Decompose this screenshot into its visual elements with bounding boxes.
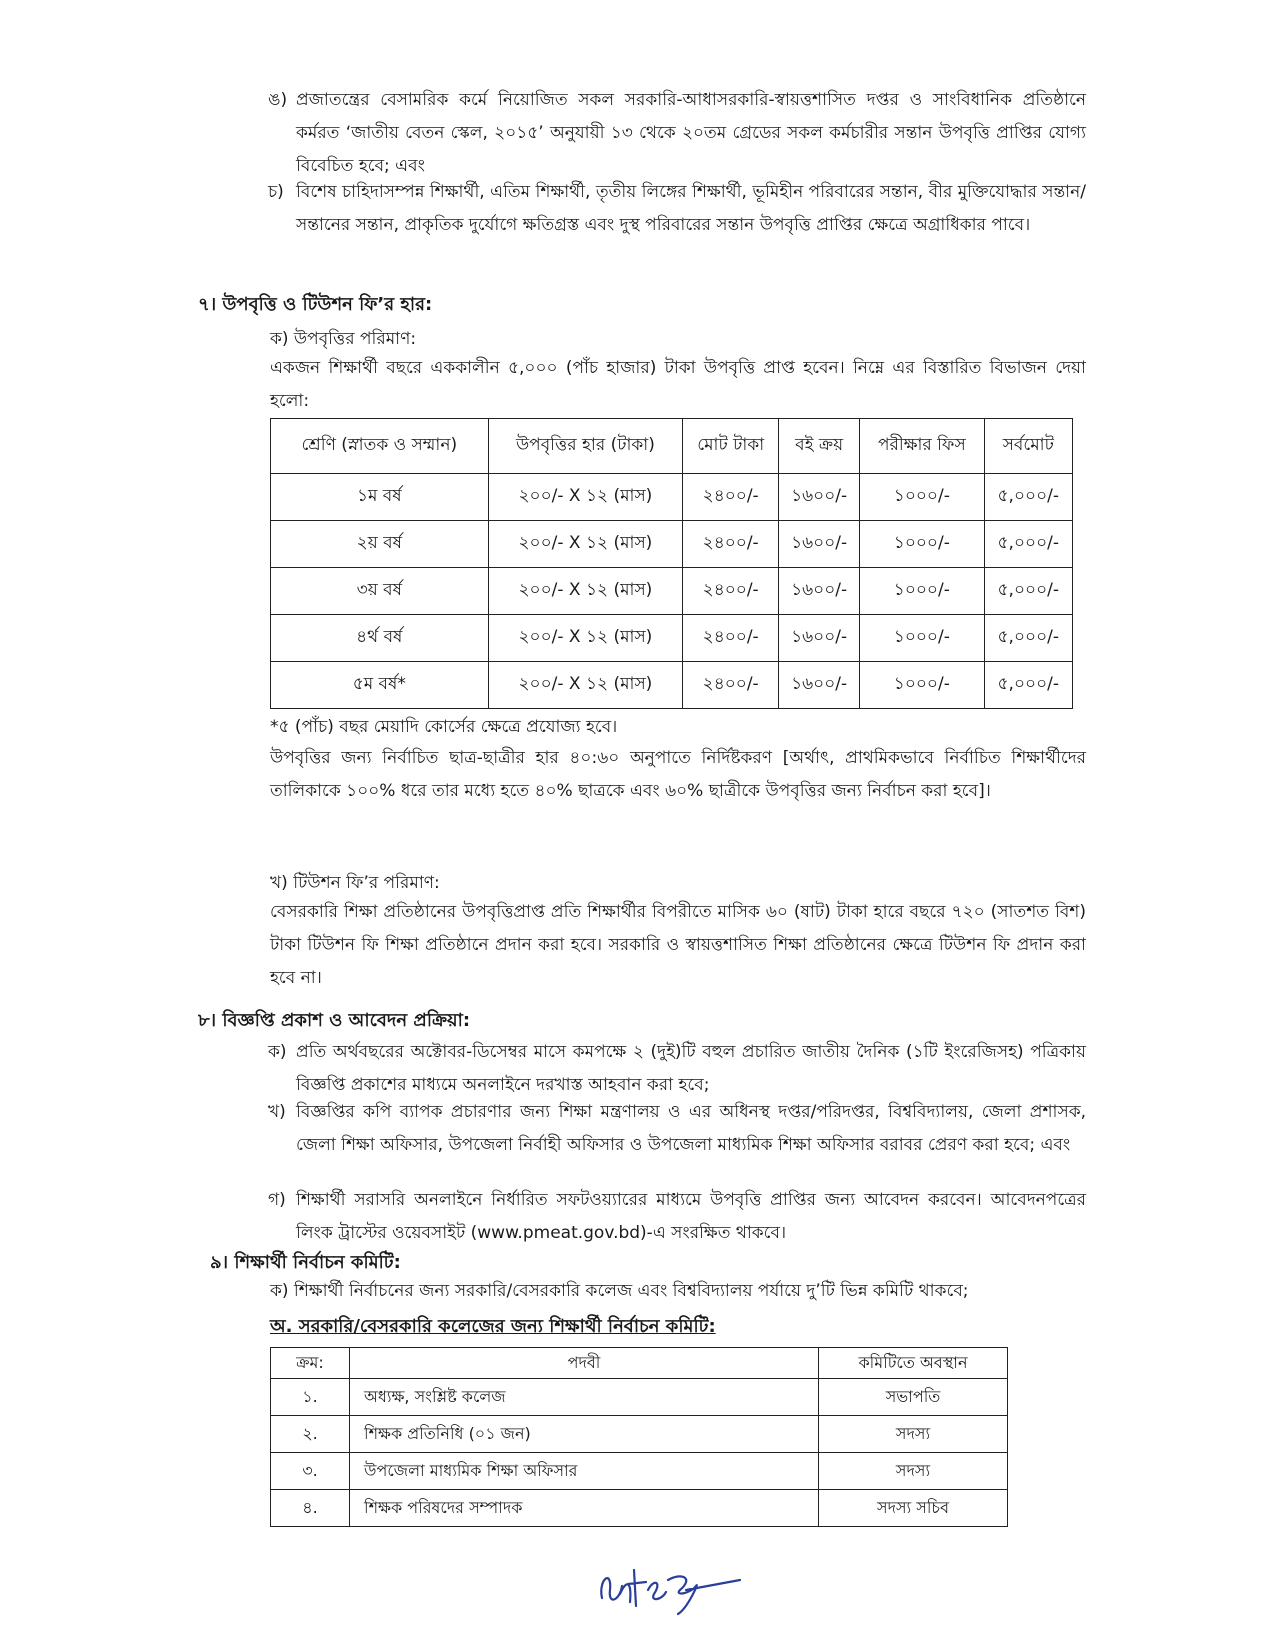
header-designation: পদবী xyxy=(350,1348,819,1379)
item-marker: খ) xyxy=(268,1102,286,1122)
cell-rate: ২০০/- X ১২ (মাস) xyxy=(488,568,683,615)
section-9-heading: ৯। শিক্ষার্থী নির্বাচন কমিটি: xyxy=(210,1252,401,1273)
cell-serial: ২. xyxy=(271,1416,350,1453)
tuition-fee-paragraph: বেসরকারি শিক্ষা প্রতিষ্ঠানের উপবৃত্তিপ্রাপ্ত প্রতি শিক্ষার্থীর বিপরীতে মাসিক ৬০ (ষাট) টাকা হারে বছরে ৭২০ (সাতশত বিশ) টাকা টিউশন ফি শিক্ষা প্রতিষ্ঠানে প্রদান করা হবে। সরকারি ও স্বায়ত্তশাসিত শিক্ষা প্রতিষ্ঠানের ক্ষেত্রে টিউশন ফি প্রদান করা হবে না। xyxy=(270,902,1086,988)
cell-rate: ২০০/- X ১২ (মাস) xyxy=(488,662,683,709)
cell-exam: ১০০০/- xyxy=(860,521,984,568)
handwritten-signature xyxy=(590,1550,750,1620)
table-row xyxy=(271,1416,1008,1453)
cell-total: ২৪০০/- xyxy=(683,568,779,615)
table-footnote: *৫ (পাঁচ) বছর মেয়াদি কোর্সের ক্ষেত্রে প্রযোজ্য হবে। xyxy=(270,717,618,737)
cell-serial: ১. xyxy=(271,1379,350,1416)
tuition-fee-label: খ) টিউশন ফি’র পরিমাণ: xyxy=(270,873,440,893)
header-position: কমিটিতে অবস্থান xyxy=(819,1348,1008,1379)
cell-class: ৪র্থ বর্ষ xyxy=(271,615,489,662)
eligibility-item-uo xyxy=(268,84,1086,183)
committee-table xyxy=(270,1347,1008,1527)
cell-position: সদস্য xyxy=(819,1453,1008,1490)
cell-total: ২৪০০/- xyxy=(683,662,779,709)
committee-title: অ. সরকারি/বেসরকারি কলেজের জন্য শিক্ষার্থী নির্বাচন কমিটি: xyxy=(270,1316,716,1337)
cell-exam: ১০০০/- xyxy=(860,662,984,709)
header-book-purchase: বই ক্রয় xyxy=(779,419,860,474)
cell-position: সভাপতি xyxy=(819,1379,1008,1416)
cell-book: ১৬০০/- xyxy=(779,615,860,662)
committee-table-header xyxy=(271,1348,1008,1379)
cell-book: ১৬০০/- xyxy=(779,474,860,521)
table-row xyxy=(271,1453,1008,1490)
cell-exam: ১০০০/- xyxy=(860,568,984,615)
cell-class: ২য় বর্ষ xyxy=(271,521,489,568)
stipend-intro: একজন শিক্ষার্থী বছরে এককালীন ৫,০০০ (পাঁচ হাজার) টাকা উপবৃত্তি প্রাপ্ত হবেন। নিম্নে এর বিস্তারিত বিভাজন দেয়া হলো: xyxy=(270,358,1086,411)
item-marker: ঙ) xyxy=(268,90,288,110)
cell-grand: ৫,০০০/- xyxy=(984,568,1072,615)
cell-designation: অধ্যক্ষ, সংশ্লিষ্ট কলেজ xyxy=(350,1379,819,1416)
item-text: বিশেষ চাহিদাসম্পন্ন শিক্ষার্থী, এতিম শিক্ষার্থী, তৃতীয় লিঙ্গের শিক্ষার্থী, ভূমিহীন পরিবারের সন্তান, বীর মুক্তিযোদ্ধার সন্তান/সন্তানের সন্তান, প্রাকৃতিক দুর্যোগে ক্ষতিগ্রস্ত এবং দুস্থ পরিবারের সন্তান উপবৃত্তি প্রাপ্তির ক্ষেত্রে অগ্রাধিকার পাবে। xyxy=(296,182,1086,235)
cell-book: ১৬০০/- xyxy=(779,568,860,615)
header-rate: উপবৃত্তির হার (টাকা) xyxy=(488,419,683,474)
cell-total: ২৪০০/- xyxy=(683,521,779,568)
header-grand-total: সর্বমোট xyxy=(984,419,1072,474)
cell-class: ৩য় বর্ষ xyxy=(271,568,489,615)
item-marker: গ) xyxy=(268,1190,286,1210)
committee-intro: ক) শিক্ষার্থী নির্বাচনের জন্য সরকারি/বেসরকারি কলেজ এবং বিশ্ববিদ্যালয় পর্যায়ে দু’টি ভিন্ন কমিটি থাকবে; xyxy=(270,1281,969,1301)
cell-serial: ৩. xyxy=(271,1453,350,1490)
cell-total: ২৪০০/- xyxy=(683,615,779,662)
cell-class: ১ম বর্ষ xyxy=(271,474,489,521)
table-row xyxy=(271,615,1073,662)
stipend-table xyxy=(270,418,1073,709)
header-exam-fee: পরীক্ষার ফিস xyxy=(860,419,984,474)
table-row xyxy=(271,662,1073,709)
cell-designation: শিক্ষক পরিষদের সম্পাদক xyxy=(350,1490,819,1527)
stipend-amount-label: ক) উপবৃত্তির পরিমাণ: xyxy=(270,329,417,349)
cell-rate: ২০০/- X ১২ (মাস) xyxy=(488,474,683,521)
stipend-table-header xyxy=(271,419,1073,474)
cell-grand: ৫,০০০/- xyxy=(984,615,1072,662)
cell-position: সদস্য সচিব xyxy=(819,1490,1008,1527)
item-text: প্রতি অর্থবছরের অক্টোবর-ডিসেম্বর মাসে কমপক্ষে ২ (দুই)টি বহুল প্রচারিত জাতীয় দৈনিক (১টি ইংরেজিসহ) পত্রিকায় বিজ্ঞপ্তি প্রকাশের মাধ্যমে অনলাইনে দরখাস্ত আহবান করা হবে; xyxy=(296,1042,1086,1095)
section-8-heading: ৮। বিজ্ঞপ্তি প্রকাশ ও আবেদন প্রক্রিয়া: xyxy=(198,1010,471,1031)
cell-designation: উপজেলা মাধ্যমিক শিক্ষা অফিসার xyxy=(350,1453,819,1490)
gender-ratio-paragraph: উপবৃত্তির জন্য নির্বাচিত ছাত্র-ছাত্রীর হার ৪০:৬০ অনুপাতে নির্দিষ্টকরণ [অর্থাৎ, প্রাথমিকভাবে নির্বাচিত শিক্ষার্থীদের তালিকাকে ১০০% ধরে তার মধ্যে হতে ৪০% ছাত্রকে এবং ৬০% ছাত্রীকে উপবৃত্তির জন্য নির্বাচন করা হবে]। xyxy=(270,748,1086,801)
table-row xyxy=(271,1379,1008,1416)
cell-book: ১৬০০/- xyxy=(779,662,860,709)
circular-item-ga xyxy=(268,1184,1086,1250)
cell-grand: ৫,০০০/- xyxy=(984,474,1072,521)
header-class: শ্রেণি (স্নাতক ও সম্মান) xyxy=(271,419,489,474)
cell-position: সদস্য xyxy=(819,1416,1008,1453)
eligibility-item-cha xyxy=(268,176,1086,242)
cell-designation: শিক্ষক প্রতিনিধি (০১ জন) xyxy=(350,1416,819,1453)
cell-book: ১৬০০/- xyxy=(779,521,860,568)
item-marker: চ) xyxy=(268,182,284,202)
header-total-taka: মোট টাকা xyxy=(683,419,779,474)
cell-rate: ২০০/- X ১২ (মাস) xyxy=(488,521,683,568)
table-row xyxy=(271,521,1073,568)
item-text: শিক্ষার্থী সরাসরি অনলাইনে নির্ধারিত সফটওয়্যারের মাধ্যমে উপবৃত্তি প্রাপ্তির জন্য আবেদন করবেন। আবেদনপত্রের লিংক ট্রাস্টের ওয়েবসাইট (www.pmeat.gov.bd)-এ সংরক্ষিত থাকবে। xyxy=(296,1190,1086,1243)
cell-grand: ৫,০০০/- xyxy=(984,521,1072,568)
item-text: প্রজাতন্ত্রের বেসামরিক কর্মে নিয়োজিত সকল সরকারি-আধাসরকারি-স্বায়ত্তশাসিত দপ্তর ও সাংবিধানিক প্রতিষ্ঠানে কর্মরত ‘জাতীয় বেতন স্কেল, ২০১৫’ অনুযায়ী ১৩ থেকে ২০তম গ্রেডের সকল কর্মচারীর সন্তান উপবৃত্তি প্রাপ্তির যোগ্য বিবেচিত হবে; এবং xyxy=(296,90,1086,176)
section-7-heading: ৭। উপবৃত্তি ও টিউশন ফি’র হার: xyxy=(198,294,433,315)
cell-exam: ১০০০/- xyxy=(860,615,984,662)
header-serial: ক্রম: xyxy=(271,1348,350,1379)
cell-serial: ৪. xyxy=(271,1490,350,1527)
circular-item-kha xyxy=(268,1096,1086,1162)
item-marker: ক) xyxy=(268,1042,287,1062)
cell-grand: ৫,০০০/- xyxy=(984,662,1072,709)
cell-exam: ১০০০/- xyxy=(860,474,984,521)
item-text: বিজ্ঞপ্তির কপি ব্যাপক প্রচারণার জন্য শিক্ষা মন্ত্রণালয় ও এর অধিনস্থ দপ্তর/পরিদপ্তর, বিশ্ববিদ্যালয়, জেলা প্রশাসক, জেলা শিক্ষা অফিসার, উপজেলা নির্বাহী অফিসার ও উপজেলা মাধ্যমিক শিক্ষা অফিসার বরাবর প্রেরণ করা হবে; এবং xyxy=(296,1102,1086,1155)
table-row xyxy=(271,1490,1008,1527)
table-row xyxy=(271,568,1073,615)
circular-item-ka xyxy=(268,1036,1086,1102)
table-row xyxy=(271,474,1073,521)
cell-rate: ২০০/- X ১২ (মাস) xyxy=(488,615,683,662)
cell-total: ২৪০০/- xyxy=(683,474,779,521)
cell-class: ৫ম বর্ষ* xyxy=(271,662,489,709)
